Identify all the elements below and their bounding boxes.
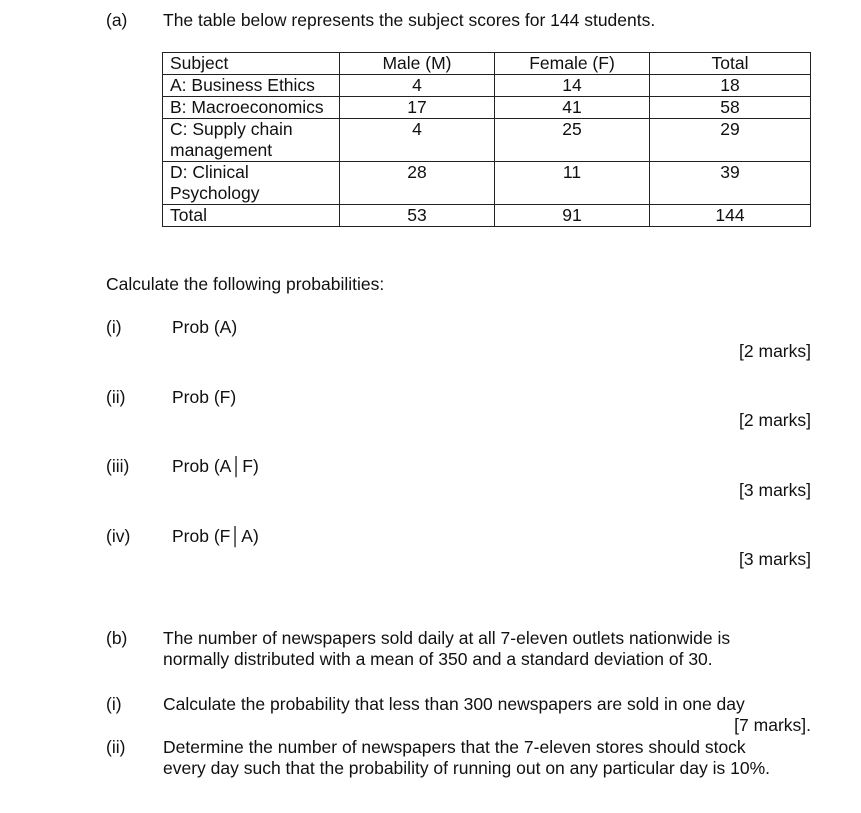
question-marks: [2 marks]: [739, 341, 811, 361]
question-marks: [3 marks]: [739, 549, 811, 569]
part-b-intro: The number of newspapers sold daily at all 7-eleven outlets nationwide is normally distributed with a mean of 350 and a standard deviation of 30.: [163, 628, 731, 669]
question-number: (i): [106, 694, 122, 714]
row-total: 144: [650, 205, 811, 227]
question-text: Prob (F│A): [172, 526, 259, 546]
subject-scores-table: [162, 52, 811, 227]
row-male: 4: [340, 75, 495, 97]
row-male: 28: [340, 162, 495, 205]
table-row: [163, 97, 811, 119]
row-male: 53: [340, 205, 495, 227]
table-header-row: [163, 53, 811, 75]
row-female: 41: [495, 97, 650, 119]
row-female: 25: [495, 119, 650, 162]
question-text: Prob (A│F): [172, 456, 259, 476]
header-subject: Subject: [163, 53, 340, 75]
row-subject: C: Supply chain management: [163, 119, 340, 162]
table-row: [163, 75, 811, 97]
part-b-label: (b): [106, 628, 128, 648]
question-number: (ii): [106, 737, 126, 757]
row-subject: Total: [163, 205, 340, 227]
question-marks: [3 marks]: [739, 480, 811, 500]
question-marks: [2 marks]: [739, 410, 811, 430]
question-text: Calculate the probability that less than 300 newspapers are sold in one day: [163, 694, 745, 714]
row-female: 14: [495, 75, 650, 97]
row-subject: D: Clinical Psychology: [163, 162, 340, 205]
header-male: Male (M): [340, 53, 495, 75]
row-subject: B: Macroeconomics: [163, 97, 340, 119]
row-male: 4: [340, 119, 495, 162]
question-number: (ii): [106, 387, 126, 407]
question-number: (iii): [106, 456, 130, 476]
row-female: 91: [495, 205, 650, 227]
header-female: Female (F): [495, 53, 650, 75]
row-total: 29: [650, 119, 811, 162]
question-number: (i): [106, 317, 122, 337]
question-number: (iv): [106, 526, 131, 546]
row-total: 39: [650, 162, 811, 205]
row-female: 11: [495, 162, 650, 205]
question-marks: [7 marks].: [734, 715, 811, 735]
question-text: Prob (F): [172, 387, 237, 407]
part-a-intro: The table below represents the subject scores for 144 students.: [163, 10, 656, 30]
header-total: Total: [650, 53, 811, 75]
row-total: 18: [650, 75, 811, 97]
question-text: Determine the number of newspapers that the 7-eleven stores should stock every day such that the probability of running out on any particular day is 10%.: [163, 737, 771, 778]
row-male: 17: [340, 97, 495, 119]
probability-instruction: Calculate the following probabilities:: [106, 274, 385, 294]
table-row: [163, 119, 811, 162]
part-a-label: (a): [106, 10, 128, 30]
table-total-row: [163, 205, 811, 227]
table-row: [163, 162, 811, 205]
question-text: Prob (A): [172, 317, 238, 337]
row-subject: A: Business Ethics: [163, 75, 340, 97]
row-total: 58: [650, 97, 811, 119]
